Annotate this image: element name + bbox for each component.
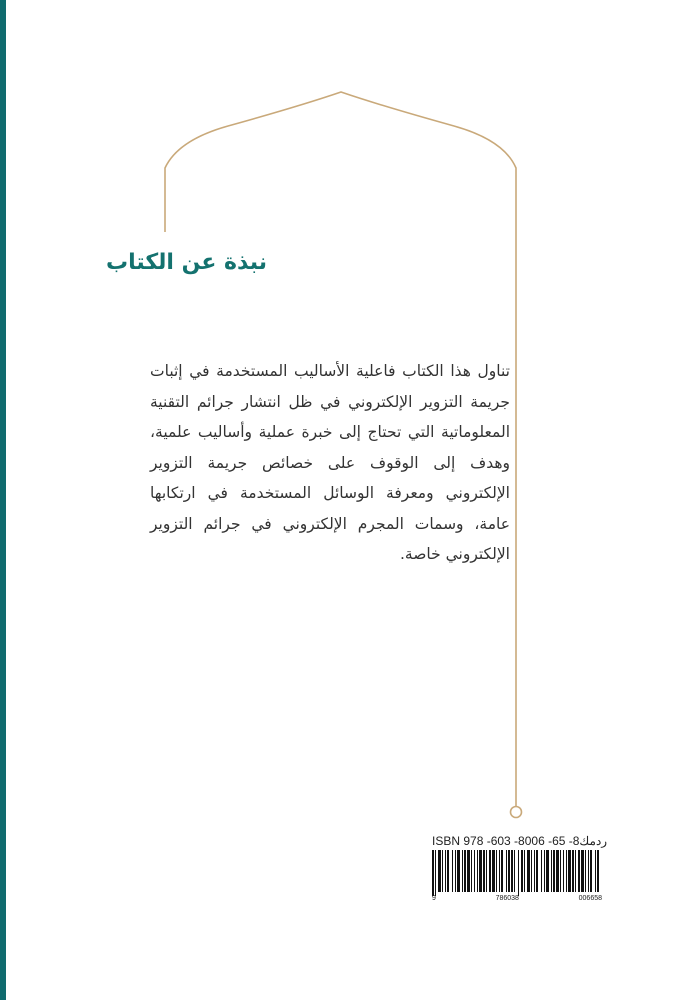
barcode-bar <box>585 850 586 892</box>
barcode-bar <box>467 850 470 892</box>
barcode-bar <box>566 850 567 892</box>
barcode-digit-group-2: 006658 <box>578 895 602 902</box>
barcode-bar <box>457 850 460 892</box>
barcode-bar <box>531 850 532 892</box>
barcode-bar <box>462 850 463 892</box>
barcode-bar <box>575 850 576 892</box>
barcode-bar <box>595 850 596 892</box>
isbn-number: ISBN 978 -603 -8006 -65 -8 <box>432 834 580 848</box>
barcode-bar <box>534 850 535 892</box>
barcode-bar <box>452 850 453 892</box>
barcode-bar <box>489 850 491 892</box>
barcode-bar <box>455 850 456 892</box>
barcode-bar <box>588 850 589 892</box>
barcode-bar <box>568 850 571 892</box>
barcode-bar <box>578 850 580 892</box>
barcode-bar <box>508 850 510 892</box>
barcode-bar <box>536 850 538 892</box>
barcode-bar <box>445 850 446 892</box>
barcode-bar <box>544 850 545 892</box>
book-description: تناول هذا الكتاب فاعلية الأساليب المستخدمة في إثبات جريمة التزوير الإلكتروني في ظل انتشار جرائم التقنية المعلوماتية التي تحتاج إلى خبرة عملية وأساليب علمية، وهدف إلى الوقوف على خصائص جريمة التزوير الإلكتروني ومعرفة الوسائل المستخدمة في ارتكابها عامة، وسمات المجرم الإلكتروني في جرائم التزوير الإلكتروني خاصة. <box>150 362 510 563</box>
section-heading: نبذة عن الكتاب <box>105 250 267 275</box>
barcode-bar <box>499 850 500 892</box>
barcode-bar <box>524 850 525 892</box>
barcode <box>428 850 604 896</box>
barcode-bar <box>511 850 513 892</box>
barcode-bar <box>474 850 475 892</box>
barcode-bar <box>496 850 497 892</box>
barcode-bar <box>435 850 436 896</box>
barcode-bar <box>572 850 574 892</box>
barcode-bar <box>506 850 507 892</box>
barcode-bar <box>521 850 523 892</box>
barcode-bar <box>597 850 599 892</box>
barcode-bar <box>563 850 564 892</box>
barcode-bar <box>556 850 559 892</box>
barcode-bar <box>447 850 449 892</box>
barcode-bar <box>501 850 503 892</box>
barcode-digit-first: 9 <box>432 895 436 902</box>
barcode-bar <box>518 850 519 896</box>
barcode-bar <box>560 850 561 892</box>
isbn-line <box>432 834 607 848</box>
barcode-bar <box>432 850 434 896</box>
barcode-bar <box>492 850 495 892</box>
barcode-bar <box>546 850 549 892</box>
barcode-digits <box>432 895 602 902</box>
frame-end-circle <box>511 807 522 818</box>
barcode-bar <box>464 850 466 892</box>
barcode-bar <box>541 850 542 892</box>
barcode-bar <box>479 850 482 892</box>
barcode-bar <box>486 850 487 892</box>
isbn-arabic-label: ردمك <box>579 834 608 848</box>
barcode-bar <box>581 850 584 892</box>
barcode-bar <box>483 850 485 892</box>
barcode-bar <box>527 850 530 892</box>
barcode-bar <box>471 850 472 892</box>
barcode-bar <box>514 850 515 892</box>
barcode-digit-group-1: 786038 <box>495 895 519 902</box>
barcode-bar <box>477 850 478 892</box>
barcode-bar <box>553 850 555 892</box>
barcode-bar <box>590 850 592 892</box>
barcode-bar <box>551 850 552 892</box>
barcode-bar <box>438 850 441 892</box>
barcode-bar <box>442 850 443 892</box>
